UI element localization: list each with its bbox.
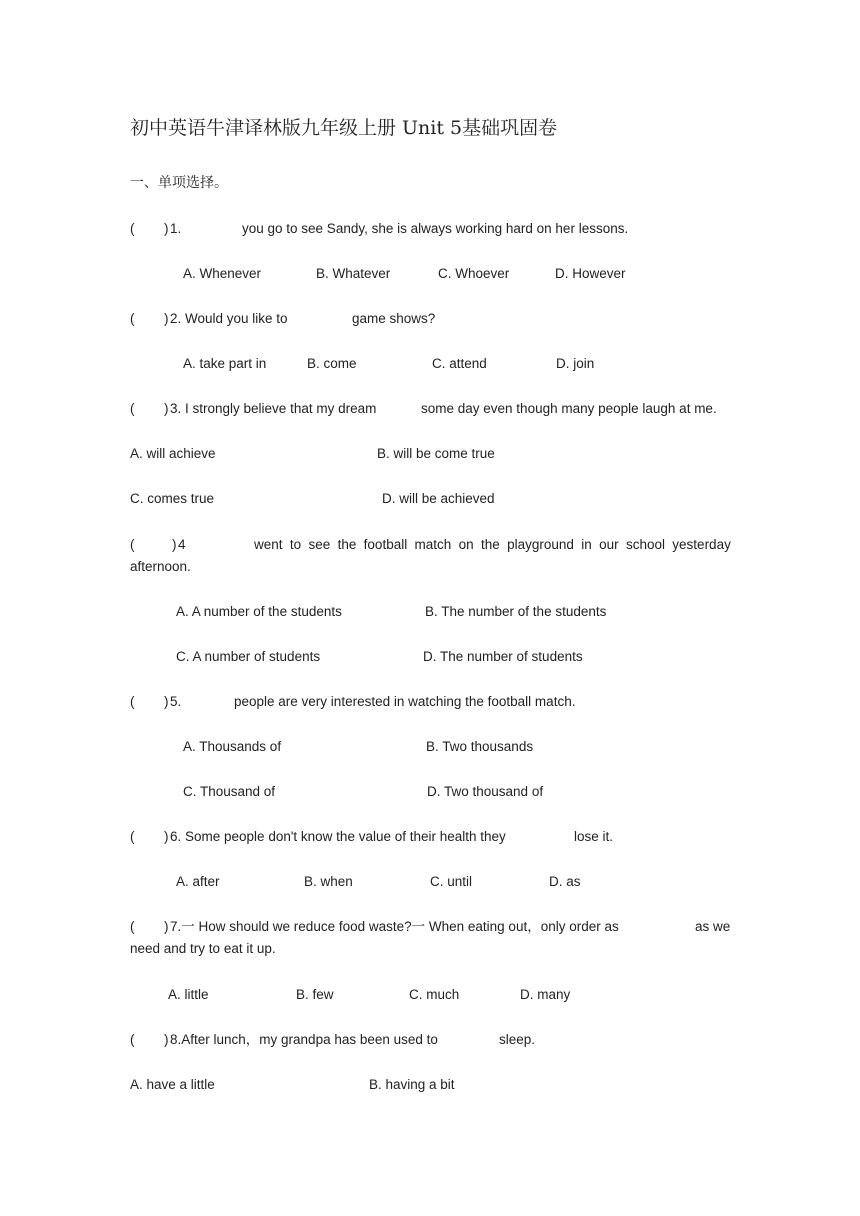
paren-open: ( <box>130 694 135 709</box>
option-a: A. after <box>176 874 220 889</box>
question-stem-line2: afternoon. <box>130 559 191 574</box>
option-a: A. little <box>168 987 209 1002</box>
option-b: B. come <box>307 356 357 371</box>
question-number: 5. <box>170 694 182 709</box>
question-stem-start: 6. Some people don't know the value of their health they <box>170 829 506 844</box>
option-d: D. Two thousand of <box>427 784 544 799</box>
option-a: A. Thousands of <box>183 739 282 754</box>
paren-open: ( <box>130 829 135 844</box>
paren-open: ( <box>130 221 135 236</box>
option-b: B. will be come true <box>377 446 495 461</box>
question-stem-line2: need and try to eat it up. <box>130 941 276 956</box>
paren-close: ) <box>164 694 169 709</box>
option-a: A. A number of the students <box>176 604 342 619</box>
question-number: 4 <box>178 537 186 552</box>
option-c: C. comes true <box>130 491 215 506</box>
option-a: A. have a little <box>130 1077 215 1092</box>
paren-open: ( <box>130 537 135 552</box>
paren-close: ) <box>164 221 169 236</box>
option-d: D. will be achieved <box>382 491 495 506</box>
question-stem-start: 2. Would you like to <box>170 311 288 326</box>
option-c: C. Thousand of <box>183 784 276 799</box>
question-stem-end: as we <box>695 919 731 934</box>
question-stem: went to see the football match on the playground in our school yesterday <box>254 537 731 552</box>
option-b: B. few <box>296 987 334 1002</box>
option-b: B. when <box>304 874 353 889</box>
option-d: D. The number of students <box>423 649 583 664</box>
question-stem-end: game shows? <box>352 311 436 326</box>
option-b: B. Two thousands <box>426 739 534 754</box>
option-d: D. However <box>555 266 626 281</box>
question-stem-start: 7.一 How should we reduce food waste?一 When eating out，only order as <box>170 919 619 934</box>
option-d: D. as <box>549 874 581 889</box>
option-d: D. join <box>556 356 595 371</box>
option-c: C. much <box>409 987 460 1002</box>
option-b: B. Whatever <box>316 266 391 281</box>
paren-close: ) <box>172 537 177 552</box>
paren-open: ( <box>130 311 135 326</box>
option-c: C. until <box>430 874 473 889</box>
option-c: C. attend <box>432 356 487 371</box>
paren-close: ) <box>164 829 169 844</box>
question-stem-end: some day even though many people laugh at me. <box>421 401 717 416</box>
paren-open: ( <box>130 919 135 934</box>
option-a: A. Whenever <box>183 266 262 281</box>
document-title: 初中英语牛津译林版九年级上册 Unit 5基础巩固卷 <box>130 117 558 139</box>
question-number: 1. <box>170 221 182 236</box>
paren-open: ( <box>130 401 135 416</box>
question-stem-start: 8.After lunch，my grandpa has been used to <box>170 1032 438 1047</box>
question-stem-end: lose it. <box>574 829 614 844</box>
paren-close: ) <box>164 401 169 416</box>
paren-close: ) <box>164 919 169 934</box>
option-c: C. Whoever <box>438 266 510 281</box>
question-stem-end: sleep. <box>499 1032 536 1047</box>
question-stem: people are very interested in watching the football match. <box>234 694 576 709</box>
question-stem: you go to see Sandy, she is always working hard on her lessons. <box>242 221 629 236</box>
paren-close: ) <box>164 1032 169 1047</box>
option-b: B. The number of the students <box>425 604 607 619</box>
paren-open: ( <box>130 1032 135 1047</box>
section-heading: 一、单项选择。 <box>130 175 228 191</box>
option-a: A. take part in <box>183 356 267 371</box>
paren-close: ) <box>164 311 169 326</box>
option-a: A. will achieve <box>130 446 216 461</box>
option-b: B. having a bit <box>369 1077 455 1092</box>
question-stem-start: 3. I strongly believe that my dream <box>170 401 377 416</box>
option-c: C. A number of students <box>176 649 321 664</box>
option-d: D. many <box>520 987 571 1002</box>
